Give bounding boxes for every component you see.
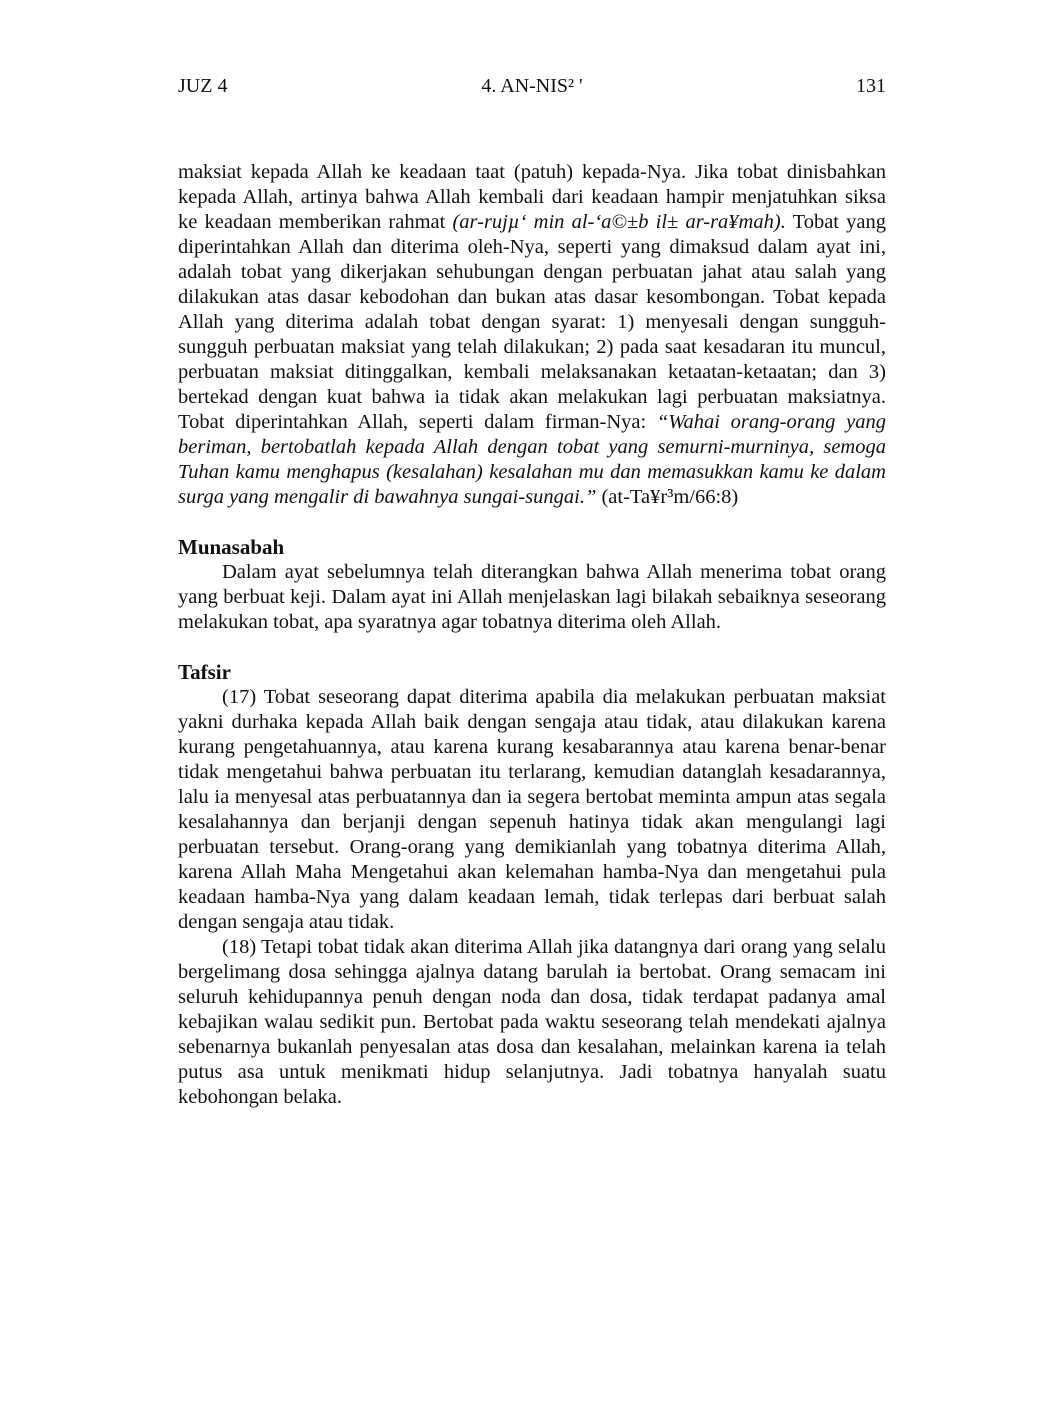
intro-paragraph — [178, 160, 886, 510]
quran-quote: “Wahai orang-orang yang beriman, bertobatlah kepada Allah dengan tobat yang semurni-murninya, semoga Tuhan kamu menghapus (kesalahan) kesalahan mu dan memasukkan kamu ke dalam surga yang mengalir di bawahnya sungai-sungai.” — [178, 411, 886, 508]
page-header — [178, 72, 886, 100]
page-number: 131 — [856, 75, 886, 97]
juz-label: JUZ 4 — [178, 75, 228, 97]
intro-text-2: Tobat yang diperintahkan Allah dan diterima oleh-Nya, seperti yang dimaksud dalam ayat ini, adalah tobat yang dikerjakan sehubungan dengan perbuatan jahat atau salah yang dilakukan atas dasar kebodohan dan bukan atas dasar kesombongan. Tobat kepada Allah yang diterima adalah tobat dengan syarat: 1) menyesali dengan sungguh-sungguh perbuatan maksiat yang telah dilakukan; 2) pada saat kesadaran itu muncul, perbuatan maksiat ditinggalkan, kembali melaksanakan ketaatan-ketaatan; dan 3) bertekad dengan kuat bahwa ia tidak akan melakukan lagi perbuatan maksiatnya. Tobat diperintahkan Allah, seperti dalam firman-Nya: — [178, 211, 886, 433]
page-body — [178, 160, 886, 1110]
arabic-term: (ar-rujµ‘ min al-‘a©±b il± ar-ra¥mah). — [452, 211, 786, 233]
tafsir-heading: Tafsir — [178, 660, 231, 684]
tafsir-paragraph-18: (18) Tetapi tobat tidak akan diterima Allah jika datangnya dari orang yang selalu bergelimang dosa sehingga ajalnya datang barulah ia bertobat. Orang semacam ini seluruh kehidupannya penuh dengan noda dan dosa, tidak terdapat padanya amal kebajikan walau sedikit pun. Bertobat pada waktu seseorang telah mendekati ajalnya sebenarnya bukanlah penyesalan atas dosa dan kesalahan, melainkan karena ia telah putus asa untuk menikmati hidup selanjutnya. Jadi tobatnya hanyalah suatu kebohongan belaka. — [178, 936, 886, 1108]
munasabah-heading: Munasabah — [178, 535, 285, 559]
quote-citation: (at-Ta¥r³m/66:8) — [596, 486, 739, 508]
tafsir-paragraph-17: (17) Tobat seseorang dapat diterima apabila dia melakukan perbuatan maksiat yakni durhaka kepada Allah baik dengan sengaja atau tidak, atau dilakukan karena kurang pengetahuannya, atau karena kurang kesabarannya atau karena benar-benar tidak mengetahui bahwa perbuatan itu terlarang, kemudian datanglah kesadarannya, lalu ia menyesal atas perbuatannya dan ia segera bertobat meminta ampun atas segala kesalahannya dan berjanji dengan sepenuh hatinya tidak akan mengulangi lagi perbuatan tersebut. Orang-orang yang demikianlah yang tobatnya diterima Allah, karena Allah Maha Mengetahui akan kelemahan hamba-Nya dan mengetahui pula keadaan hamba-Nya yang dalam keadaan lemah, tidak terlepas dari berbuat salah dengan sengaja atau tidak. — [178, 686, 886, 933]
intro-text-1: maksiat kepada Allah ke keadaan taat (patuh) kepada-Nya. Jika tobat dinisbahkan kepada Allah, artinya bahwa Allah kembali dari keadaan hampir menjatuhkan siksa ke keadaan memberikan rahmat — [178, 161, 886, 233]
surah-title: 4. AN-NIS² ' — [481, 75, 583, 97]
munasabah-paragraph: Dalam ayat sebelumnya telah diterangkan bahwa Allah menerima tobat orang yang berbuat keji. Dalam ayat ini Allah menjelaskan lagi bilakah sebaiknya seseorang melakukan tobat, apa syaratnya agar tobatnya diterima oleh Allah. — [178, 561, 886, 633]
